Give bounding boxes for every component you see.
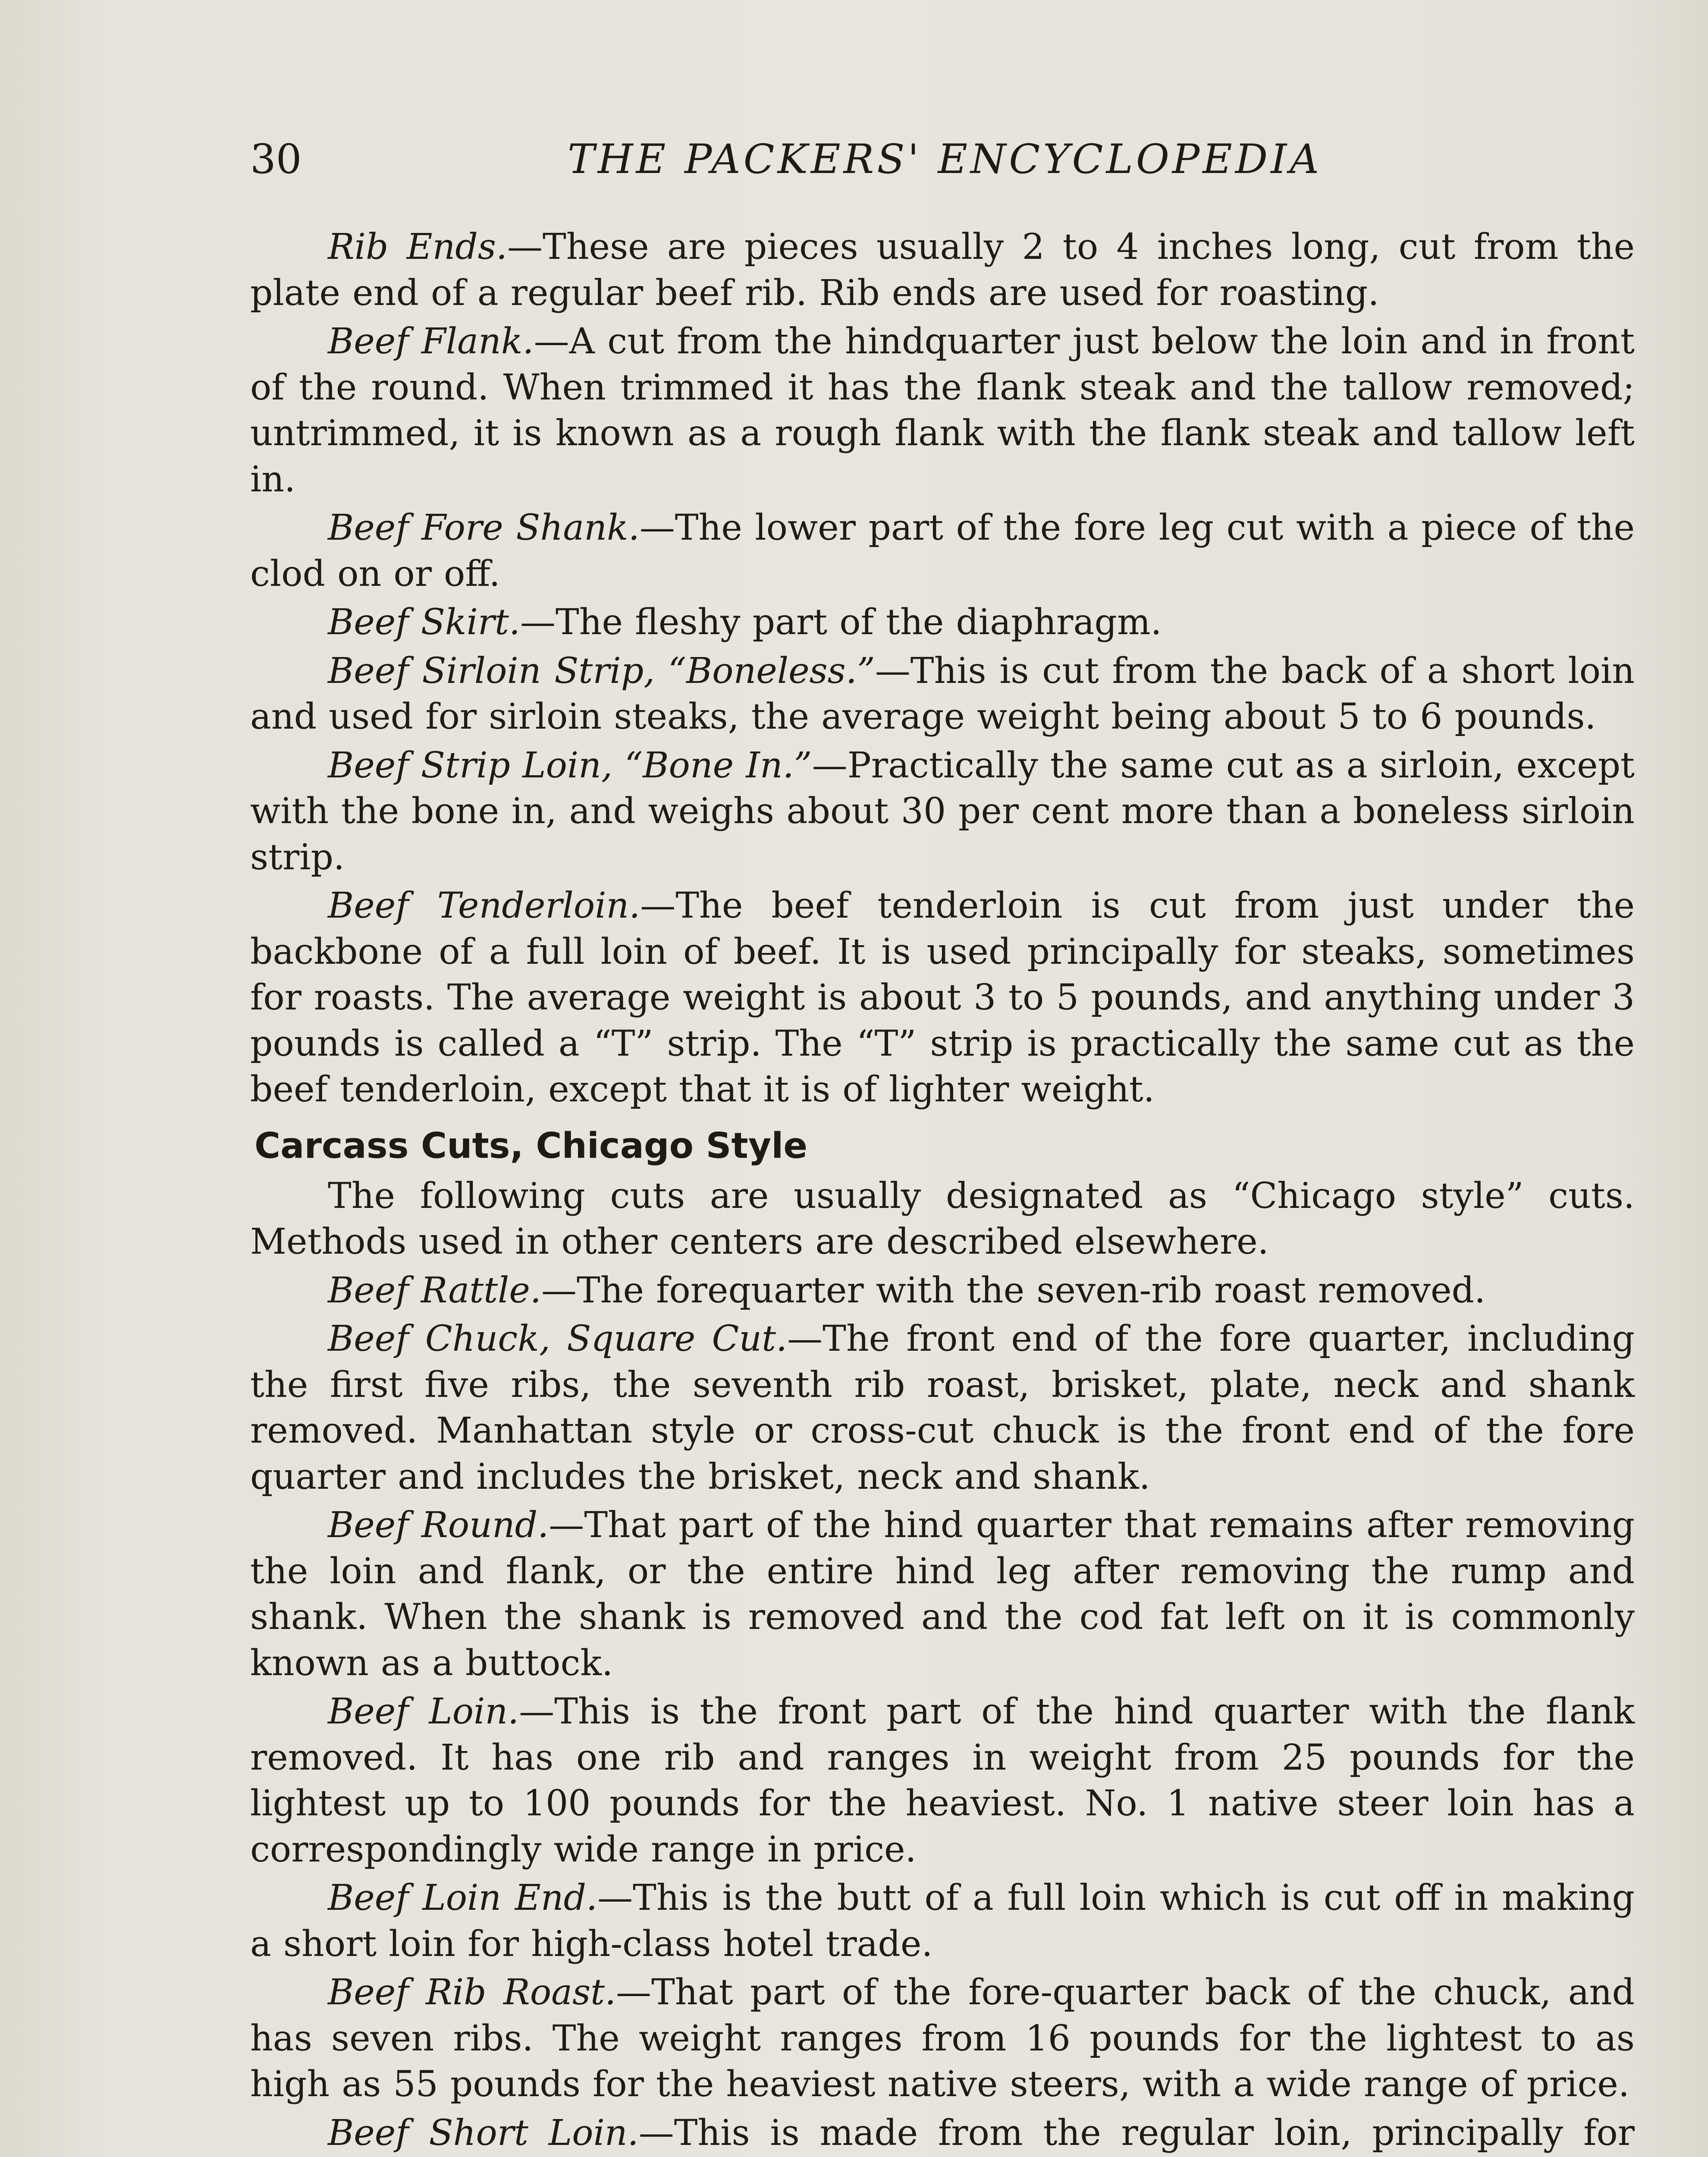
entry-term: Beef Sirloin Strip, “Boneless.” [328, 650, 875, 692]
entry-term: Beef Rattle. [328, 1270, 541, 1311]
entry-text: —That part of the hind quarter that remains after removing the loin and flank, or the entire hind leg after removing the rump and shank. When the shank is removed and the cod fat left on it is commonly known as a buttock. [250, 1505, 1635, 1684]
entry-term: Beef Chuck, Square Cut. [328, 1318, 788, 1359]
entry-rib-ends [250, 224, 1635, 316]
entry-term: Beef Skirt. [328, 602, 521, 643]
entry-term: Beef Short Loin. [328, 2112, 639, 2154]
entry-beef-fore-shank [250, 505, 1635, 597]
entry-term: Beef Tenderloin. [328, 885, 640, 926]
section-heading: Carcass Cuts, Chicago Style [254, 1125, 807, 1167]
entry-text: —This is the front part of the hind quarter with the flank removed. It has one rib and ranges in weight from 25 pounds for the lightest up to 100 pounds for the heaviest. No. 1 native steer loin has a correspondingly wide range in price. [250, 1691, 1635, 1870]
entry-beef-sirloin-strip [250, 648, 1635, 740]
entry-term: Beef Loin. [328, 1691, 519, 1732]
running-title: THE PACKERS' ENCYCLOPEDIA [568, 136, 1322, 183]
entry-text: —These are pieces usually 2 to 4 inches long, cut from the plate end of a regular beef rib. Rib ends are used for roasting. [250, 226, 1635, 314]
entry-text: —This is made from the regular loin, principally for [638, 2112, 1635, 2154]
entry-text: —The front end of the fore quarter, including the first five ribs, the seventh rib roast, brisket, plate, neck and shank removed. Manhattan style or cross-cut chuck is the front end of the fore quarter and includes the brisket, neck and shank. [250, 1318, 1635, 1497]
entry-beef-loin [250, 1689, 1635, 1873]
entry-beef-flank [250, 319, 1635, 503]
body-text [250, 224, 1635, 2157]
entry-term: Rib Ends. [328, 226, 508, 267]
entry-term: Beef Loin End. [328, 1877, 598, 1918]
entry-beef-round [250, 1503, 1635, 1686]
page-number: 30 [250, 136, 302, 183]
entry-term: Beef Flank. [328, 321, 534, 362]
entry-term: Beef Round. [328, 1505, 549, 1546]
entry-term: Beef Fore Shank. [328, 507, 640, 548]
section-intro: The following cuts are usually designated as “Chicago style” cuts. Methods used in other centers are described elsewhere. [250, 1175, 1635, 1262]
entry-beef-chuck [250, 1316, 1635, 1500]
page-header [250, 125, 1630, 194]
entry-beef-rattle [250, 1268, 1635, 1314]
entry-beef-short-loin [250, 2110, 1635, 2157]
entry-beef-tenderloin [250, 883, 1635, 1113]
entry-text: —This is the butt of a full loin which is cut off in making a short loin for high-class hotel trade. [250, 1877, 1635, 1965]
entry-text: —Practically the same cut as a sirloin, except with the bone in, and weighs about 30 per cent more than a boneless sirloin strip. [250, 745, 1635, 878]
entry-beef-loin-end [250, 1875, 1635, 1967]
entry-term: Beef Strip Loin, “Bone In.” [328, 745, 812, 786]
entry-text: —The beef tenderloin is cut from just under the backbone of a full loin of beef. It is used principally for steaks, sometimes for roasts. The average weight is about 3 to 5 pounds, and anything under 3 pounds is called a “T” strip. The “T” strip is practically the same cut as the beef tenderloin, except that it is of lighter weight. [250, 885, 1635, 1110]
entry-beef-strip-loin [250, 743, 1635, 881]
entry-beef-rib-roast [250, 1970, 1635, 2108]
entry-text: —The lower part of the fore leg cut with a piece of the clod on or off. [250, 507, 1635, 594]
entry-beef-skirt [250, 600, 1635, 646]
entry-text: —That part of the fore-quarter back of the chuck, and has seven ribs. The weight ranges from 16 pounds for the lightest to as high as 55 pounds for the heaviest native steers, with a wide range of price. [250, 1972, 1635, 2105]
entry-text: —This is cut from the back of a short loin and used for sirloin steaks, the average weight being about 5 to 6 pounds. [250, 650, 1635, 737]
entry-term: Beef Rib Roast. [328, 1972, 616, 2013]
entry-text: —A cut from the hindquarter just below the loin and in front of the round. When trimmed it has the flank steak and the tallow removed; untrimmed, it is known as a rough flank with the flank steak and tallow left in. [250, 321, 1635, 500]
entry-text: —The forequarter with the seven-rib roast removed. [541, 1270, 1486, 1311]
entry-text: —The fleshy part of the diaphragm. [520, 602, 1162, 643]
